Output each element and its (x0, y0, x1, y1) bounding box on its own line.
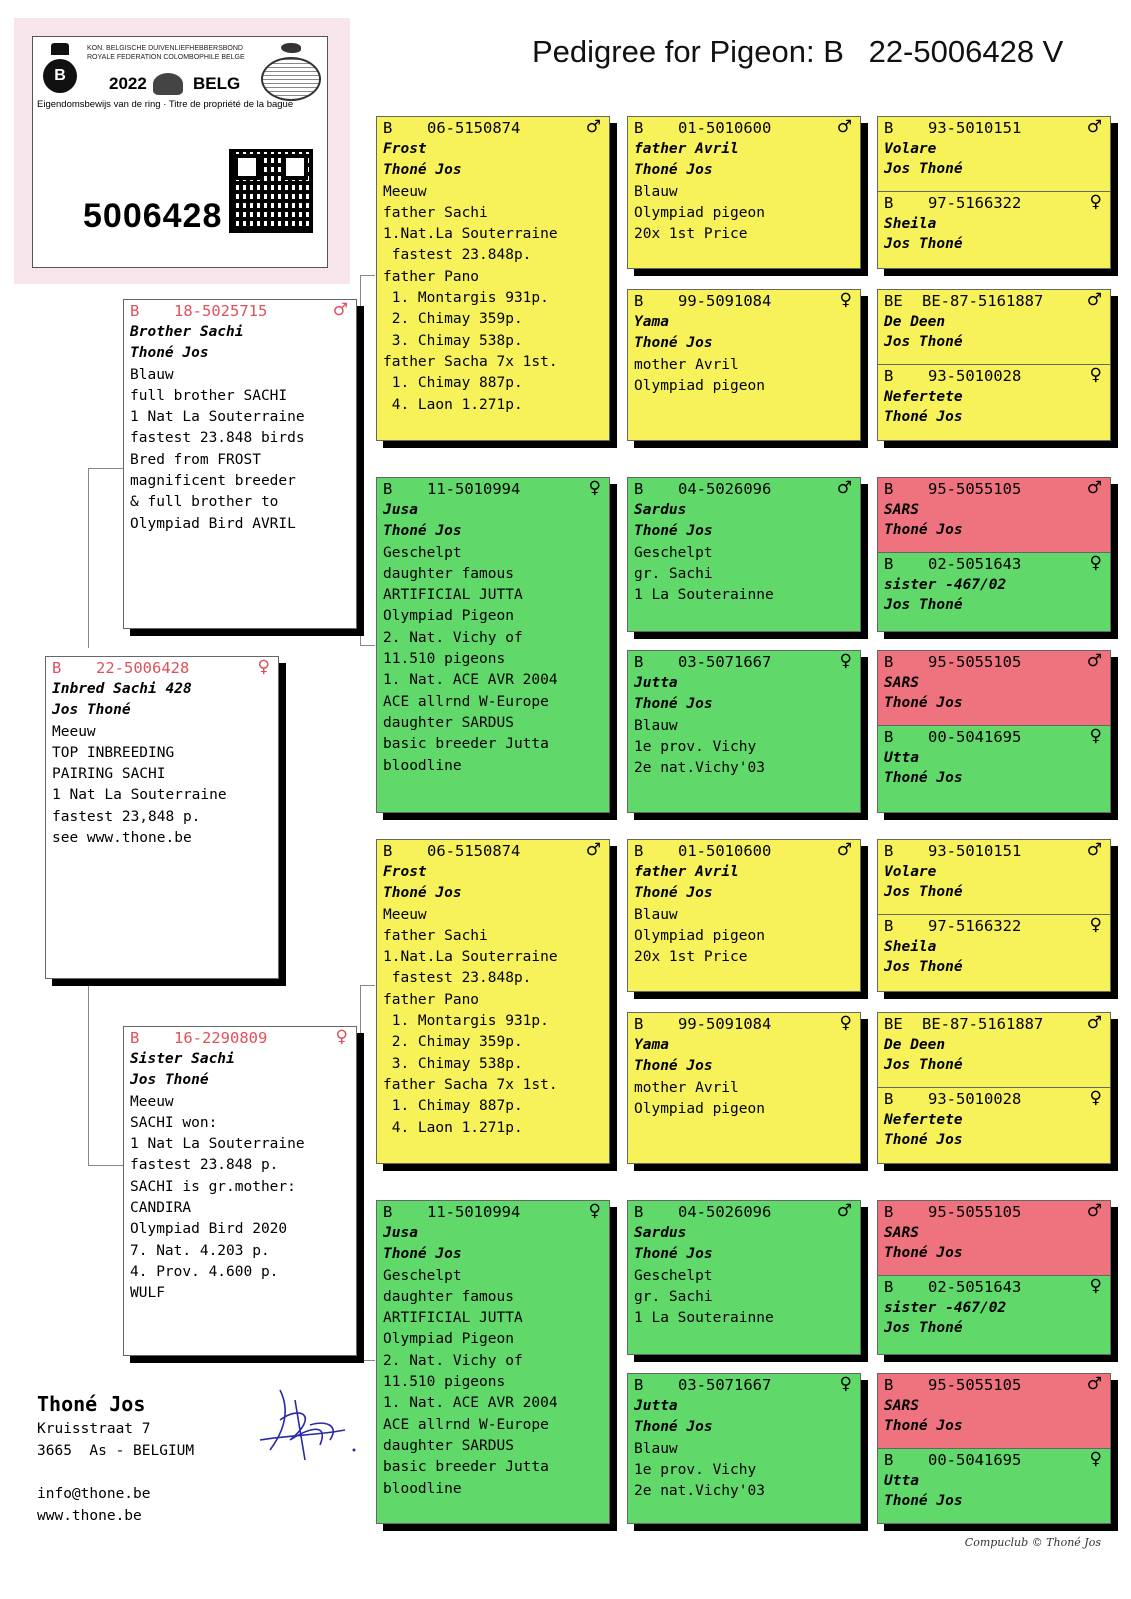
pedigree-pair-sars-sister-top: B 95-5055105 ♂ SARS Thoné Jos B 02-5051643 ♀ sister -467/02 Jos Thoné (877, 477, 1111, 632)
pedigree-pair-volare-sheila-top: B 93-5010151 ♂ Volare Jos Thoné B 97-5166322 ♀ Sheila Jos Thoné (877, 116, 1111, 269)
federation-logo: B (43, 59, 77, 93)
connector-line (360, 645, 375, 646)
pedigree-card-sardus-bottom: B 04-5026096 ♂ Sardus Thoné Jos Geschelpt gr. Sachi 1 La Souterainne (627, 1200, 861, 1355)
certificate-ownership: Eigendomsbewijs van de ring · Titre de propriété de la bague (37, 99, 294, 110)
pedigree-pair-dedeen-nefertete-top: BE BE-87-5161887 ♂ De Deen Jos Thoné B 93-5010028 ♀ Nefertete Thoné Jos (877, 289, 1111, 441)
connector-line (88, 468, 89, 648)
fci-globe-icon (261, 57, 321, 101)
certificate-number: 5006428 (83, 197, 223, 235)
connector-line (612, 1265, 613, 1435)
pedigree-card-jusa-bottom: B 11-5010994 ♀ Jusa Thoné Jos Geschelpt daughter famous ARTIFICIAL JUTTA Olympiad Pigeon 2. Nat. Vichy of 11.510 pigeons 1. Nat. ACE AVR 2004 ACE allrnd W-Europe daughter SARDUS basic breeder Jutta bloodline (376, 1200, 610, 1524)
pedigree-pair-dedeen-nefertete-bottom: BE BE-87-5161887 ♂ De Deen Jos Thoné B 93-5010028 ♀ Nefertete Thoné Jos (877, 1012, 1111, 1164)
breeder-address-city: 3665 As - BELGIUM (37, 1443, 195, 1459)
connector-line (360, 985, 361, 1360)
pedigree-card-yama-bottom: B 99-5091084 ♀ Yama Thoné Jos mother Avril Olympiad pigeon (627, 1012, 861, 1164)
connector-line (612, 555, 613, 725)
connector-line (88, 1165, 124, 1166)
qr-code-icon (229, 149, 313, 233)
connector-line (360, 985, 375, 986)
pedigree-card-jutta-bottom: B 03-5071667 ♀ Jutta Thoné Jos Blauw 1e prov. Vichy 2e nat.Vichy'03 (627, 1373, 861, 1524)
connector-line (612, 905, 613, 1075)
pedigree-card-jusa-top: B 11-5010994 ♀ Jusa Thoné Jos Geschelpt daughter famous ARTIFICIAL JUTTA Olympiad Pigeon 2. Nat. Vichy of 11.510 pigeons 1. Nat. ACE AVR 2004 ACE allrnd W-Europe daughter SARDUS basic breeder Jutta bloodline (376, 477, 610, 813)
pedigree-pair-volare-sheila-bottom: B 93-5010151 ♂ Volare Jos Thoné B 97-5166322 ♀ Sheila Jos Thoné (877, 839, 1111, 992)
breeder-name: Thoné Jos (37, 1392, 146, 1416)
pigeon-icon (281, 43, 301, 53)
certificate-year: 2022 (109, 74, 147, 93)
breeder-website: www.thone.be (37, 1508, 142, 1524)
pedigree-card-frost-top: B 06-5150874 ♂ Frost Thoné Jos Meeuw father Sachi 1.Nat.La Souterraine fastest 23.848p. father Pano 1. Montargis 931p. 2. Chimay 359p. 3. Chimay 538p. father Sacha 7x 1st. 1. Chimay 887p. 4. Laon 1.271p. (376, 116, 610, 441)
car-icon (153, 73, 183, 95)
pedigree-pair-sars-utta-top: B 95-5055105 ♂ SARS Thoné Jos B 00-5041695 ♀ Utta Thoné Jos (877, 650, 1111, 813)
pedigree-pair-sars-utta-bottom: B 95-5055105 ♂ SARS Thoné Jos B 00-5041695 ♀ Utta Thoné Jos (877, 1373, 1111, 1524)
ring-certificate: B KON. BELGISCHE DUIVENLIEFHEBBERSBOND ROYALE FEDERATION COLOMBOPHILE BELGE 2022 BELG Eigendomsbewijs van de ring · Titre de propriété de la bague 5006428 (32, 36, 328, 268)
pedigree-card-subject: B 22-5006428 ♀ Inbred Sachi 428 Jos Thoné Meeuw TOP INBREEDING PAIRING SACHI 1 Nat La Souterraine fastest 23,848 p. see www.thone.be (45, 656, 279, 979)
pedigree-card-jutta-top: B 03-5071667 ♀ Jutta Thoné Jos Blauw 1e prov. Vichy 2e nat.Vichy'03 (627, 650, 861, 813)
pedigree-card-frost-bottom: B 06-5150874 ♂ Frost Thoné Jos Meeuw father Sachi 1.Nat.La Souterraine fastest 23.848p. father Pano 1. Montargis 931p. 2. Chimay 359p. 3. Chimay 538p. father Sacha 7x 1st. 1. Chimay 887p. 4. Laon 1.271p. (376, 839, 610, 1164)
pedigree-card-yama-top: B 99-5091084 ♀ Yama Thoné Jos mother Avril Olympiad pigeon (627, 289, 861, 441)
pedigree-card-dam: B 16-2290809 ♀ Sister Sachi Jos Thoné Meeuw SACHI won: 1 Nat La Souterraine fastest 23.848 p. SACHI is gr.mother: CANDIRA Olympiad Bird 2020 7. Nat. 4.203 p. 4. Prov. 4.600 p. WULF (123, 1026, 357, 1356)
breeder-address-street: Kruisstraat 7 (37, 1421, 151, 1437)
connector-line (88, 468, 124, 469)
crown-icon (51, 43, 69, 55)
pedigree-pair-sars-sister-bottom: B 95-5055105 ♂ SARS Thoné Jos B 02-5051643 ♀ sister -467/02 Jos Thoné (877, 1200, 1111, 1355)
connector-line (88, 965, 89, 1165)
pedigree-card-sardus-top: B 04-5026096 ♂ Sardus Thoné Jos Geschelpt gr. Sachi 1 La Souterainne (627, 477, 861, 632)
connector-line (612, 195, 613, 365)
breeder-email: info@thone.be (37, 1486, 151, 1502)
pedigree-card-father-avril-bottom: B 01-5010600 ♂ father Avril Thoné Jos Blauw Olympiad pigeon 20x 1st Price (627, 839, 861, 992)
page-title: Pedigree for Pigeon: B 22-5006428 V (532, 34, 1064, 69)
connector-line (360, 275, 361, 645)
pedigree-card-father-avril-top: B 01-5010600 ♂ father Avril Thoné Jos Blauw Olympiad pigeon 20x 1st Price (627, 116, 861, 269)
signature-icon (250, 1380, 360, 1470)
certificate-country: BELG (193, 74, 241, 93)
pedigree-card-sire: B 18-5025715 ♂ Brother Sachi Thoné Jos Blauw full brother SACHI 1 Nat La Souterraine fastest 23.848 birds Bred from FROST magnificent breeder & full brother to Olympiad Bird AVRIL (123, 299, 357, 629)
connector-line (360, 275, 375, 276)
connector-line (360, 1360, 375, 1361)
copyright-notice: Compuclub © Thoné Jos (964, 1536, 1101, 1549)
